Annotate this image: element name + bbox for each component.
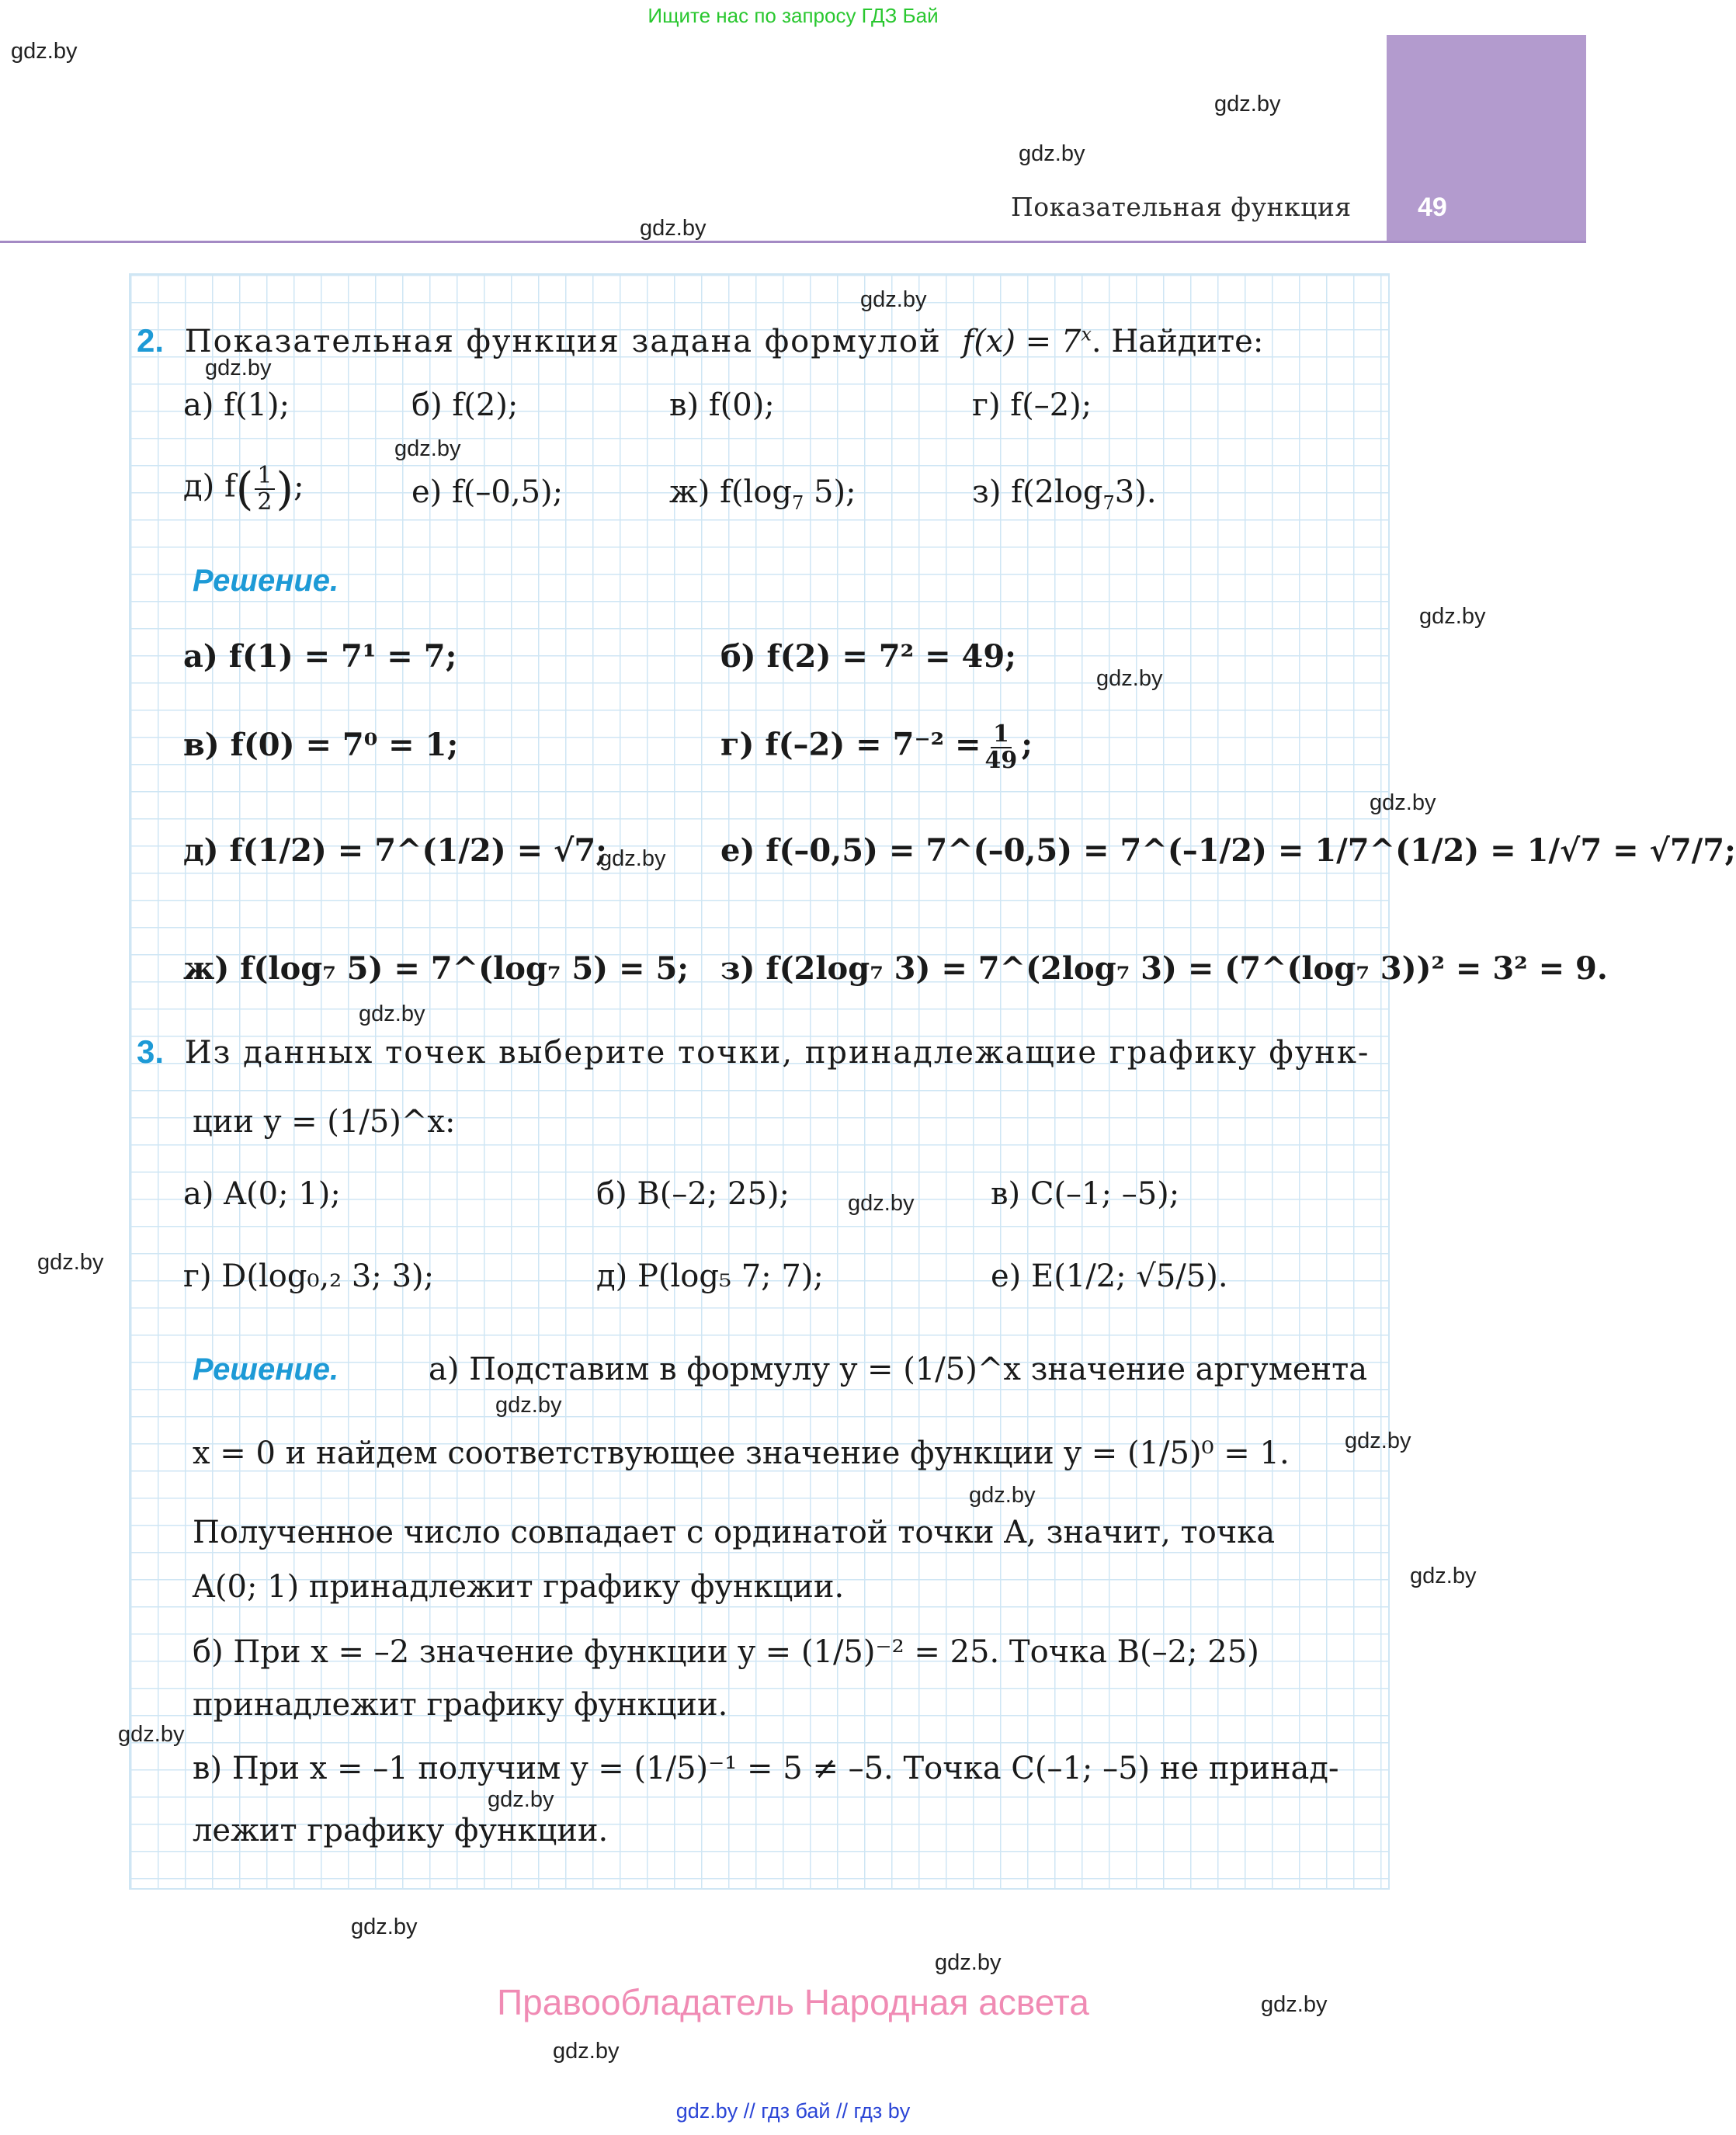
task2-item-d-label: д) f [183, 468, 236, 505]
fraction [983, 722, 1020, 772]
running-title: Показательная функция [1011, 192, 1352, 222]
task2-solution-a: а) f(1) = 7¹ = 7; [183, 638, 457, 675]
watermark: gdz.by [935, 1950, 1002, 1975]
watermark: gdz.by [553, 2039, 620, 2064]
watermark: gdz.by [1419, 604, 1486, 629]
paren-close: ) [276, 462, 294, 516]
task2-item-zh-sub: 7 [792, 492, 804, 514]
fraction-den: 49 [984, 746, 1018, 774]
task2-item-zh-rest: 5); [804, 474, 856, 510]
task2-prompt-end: . Найдите: [1091, 324, 1264, 359]
watermark: gdz.by [969, 1483, 1036, 1508]
fraction-num: 1 [991, 722, 1012, 748]
watermark: gdz.by [351, 1915, 418, 1939]
task2-item-e: е) f(–0,5); [411, 474, 564, 510]
task2-solution-g: г) f(–2) = 7⁻² = $\frac{1}{49}$ ; [720, 720, 1033, 774]
task2-formula-exp: x [1081, 323, 1092, 345]
watermark: gdz.by [394, 436, 461, 461]
task2-item-g: г) f(–2); [972, 387, 1092, 423]
task3-solution-line: лежит графику функции. [193, 1813, 609, 1849]
task3-heading [137, 1033, 1370, 1071]
task2-solution-v: в) f(0) = 7⁰ = 1; [183, 727, 459, 763]
task2-number: 2. [137, 322, 165, 359]
task2-solution-b: б) f(2) = 7² = 49; [720, 638, 1016, 675]
task3-solution-line: Полученное число совпадает с ординатой точки A, значит, точка [193, 1515, 1276, 1550]
watermark: gdz.by [1370, 790, 1436, 815]
header-rule [0, 241, 1586, 243]
watermark: gdz.by [860, 287, 927, 312]
watermark: gdz.by [1261, 1992, 1328, 2017]
watermark: gdz.by [1410, 1564, 1477, 1588]
task2-heading [137, 322, 1264, 359]
task2-prompt: Показательная функция задана формулой [184, 324, 942, 359]
footer-links[interactable]: gdz.by // гдз бай // гдз by [675, 2099, 911, 2123]
task2-item-z-rest: 3). [1114, 474, 1157, 510]
task2-solution-e: е) f(–0,5) = 7^(–0,5) = 7^(–1/2) = 1/7^(1/2) = 1/√7 = √7/7; [720, 832, 1736, 869]
task2-formula: f(x) = 7 [962, 324, 1082, 359]
watermark: gdz.by [495, 1393, 562, 1418]
task2-item-zh-label: ж) f(log [669, 474, 793, 510]
task3-prompt-line1: Из данных точек выберите точки, принадлежащие графику функ- [184, 1035, 1370, 1071]
fraction-den: 2 [257, 488, 273, 516]
task3-solution-line: принадлежит графику функции. [193, 1687, 728, 1723]
watermark: gdz.by [488, 1787, 554, 1812]
task2-item-d: д) f( $\frac{1}{2}$ ); [183, 462, 304, 516]
watermark: gdz.by [1019, 141, 1085, 166]
copyright-notice: Правообладатель Народная асвета [497, 1982, 1089, 2022]
task2-item-a: а) f(1); [183, 387, 290, 423]
task3-point-v: в) C(–1; –5); [991, 1176, 1180, 1212]
task3-solution-line: в) При x = –1 получим y = (1/5)⁻¹ = 5 ≠ –5. Точка C(–1; –5) не принад- [193, 1751, 1339, 1786]
task3-solution-line: A(0; 1) принадлежит графику функции. [193, 1569, 845, 1605]
task3-number: 3. [137, 1033, 165, 1070]
watermark: gdz.by [37, 1250, 104, 1275]
task3-point-e: е) E(1/2; √5/5). [991, 1258, 1228, 1294]
task3-point-g: г) D(log₀,₂ 3; 3); [183, 1258, 435, 1294]
watermark: gdz.by [599, 846, 666, 871]
watermark: gdz.by [1345, 1429, 1411, 1453]
task3-point-b: б) B(–2; 25); [596, 1176, 790, 1212]
watermark: gdz.by [640, 216, 707, 241]
task2-item-z-label: з) f(2log [972, 474, 1103, 510]
watermark: gdz.by [1096, 666, 1163, 691]
task3-solution-label: Решение. [193, 1352, 339, 1387]
watermark: gdz.by [359, 1002, 425, 1026]
page-tab [1387, 35, 1586, 242]
task2-solution-z: з) f(2log₇ 3) = 7^(2log₇ 3) = (7^(log₇ 3))² = 3² = 9. [720, 950, 1608, 987]
task3-solution-line: x = 0 и найдем соответствующее значение функции y = (1/5)⁰ = 1. [193, 1435, 1290, 1471]
task3-prompt-line2: ции y = (1/5)^x: [193, 1104, 456, 1140]
task3-solution-line: а) Подставим в формулу y = (1/5)^x значение аргумента [429, 1352, 1368, 1387]
page-number: 49 [1418, 193, 1447, 222]
watermark: gdz.by [848, 1191, 915, 1216]
task3-solution-line: б) При x = –2 значение функции y = (1/5)⁻² = 25. Точка B(–2; 25) [193, 1634, 1259, 1670]
watermark: gdz.by [1214, 92, 1281, 116]
task2-item-z [972, 474, 1157, 514]
top-banner: Ищите нас по запросу ГДЗ Бай [648, 4, 939, 27]
task2-solution-zh: ж) f(log₇ 5) = 7^(log₇ 5) = 5; [183, 950, 689, 987]
task2-item-b: б) f(2); [411, 387, 519, 423]
task2-item-zh [669, 474, 856, 514]
watermark: gdz.by [205, 356, 272, 380]
fraction-num: 1 [255, 463, 274, 490]
paren-open: ( [235, 462, 254, 516]
task3-point-d: д) P(log₅ 7; 7); [596, 1258, 824, 1294]
task3-point-a: а) A(0; 1); [183, 1176, 341, 1212]
task2-solution-g-pre: г) f(–2) = 7⁻² = [720, 726, 981, 763]
fraction [255, 463, 274, 514]
task2-solution-d: д) f(1/2) = 7^(1/2) = √7; [183, 832, 607, 869]
task2-item-v: в) f(0); [669, 387, 775, 423]
task2-item-z-sub: 7 [1102, 492, 1115, 514]
watermark: gdz.by [118, 1722, 185, 1747]
task2-solution-label: Решение. [193, 564, 339, 598]
watermark: gdz.by [11, 39, 78, 64]
